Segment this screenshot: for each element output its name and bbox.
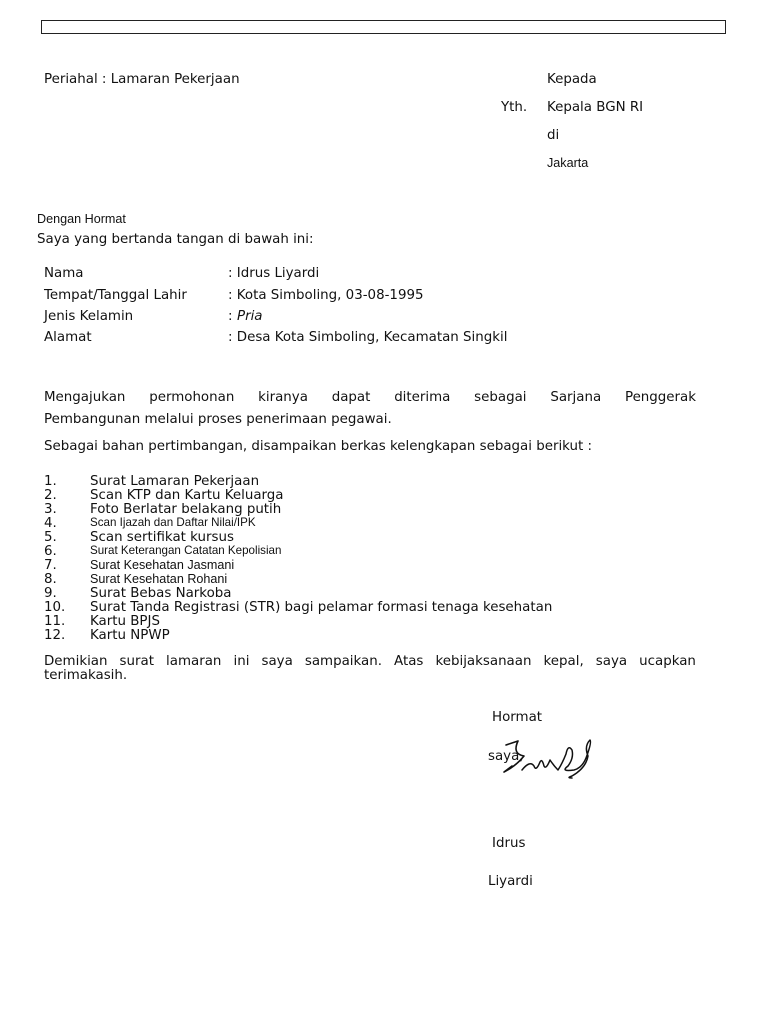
handwritten-signature [502,736,602,786]
closing-line2: terimakasih. [44,668,128,683]
list-text: Surat Bebas Narkoba [90,586,232,601]
word: ini [233,654,250,669]
recipient-yth: Yth. [501,100,528,115]
word: surat [119,654,154,669]
list-number: 9. [44,586,57,601]
list-number: 8. [44,572,57,587]
word: kebijaksanaan [435,654,532,669]
identity-label: Jenis Kelamin [44,309,134,324]
word: sebagai [474,390,527,405]
list-number: 5. [44,530,57,545]
word: Atas [394,654,424,669]
word: kiranya [258,390,308,405]
signature-saya: saya, [488,749,524,764]
list-text: Scan sertifikat kursus [90,530,234,545]
paragraph-request-line1 [44,390,696,405]
list-number: 6. [44,544,57,559]
list-number: 11. [44,614,66,629]
word: saya [595,654,628,669]
word: ucapkan [639,654,696,669]
list-text: Kartu BPJS [90,614,160,629]
recipient-di: di [547,128,560,143]
list-number: 7. [44,558,57,573]
list-text: Surat Tanda Registrasi (STR) bagi pelamar formasi tenaga kesehatan [90,600,553,615]
paragraph-attachments-intro: Sebagai bahan pertimbangan, disampaikan berkas kelengkapan sebagai berikut : [44,439,593,454]
word: diterima [394,390,451,405]
identity-value: : Desa Kota Simboling, Kecamatan Singkil [228,330,508,345]
identity-value: : Kota Simboling, 03-08-1995 [228,288,424,303]
list-text: Surat Keterangan Catatan Kepolisian [90,544,282,557]
identity-label: Tempat/Tanggal Lahir [44,288,187,303]
list-number: 1. [44,474,57,489]
list-number: 4. [44,516,57,531]
word: Mengajukan [44,390,126,405]
word: kepal, [543,654,584,669]
recipient-city: Jakarta [547,156,589,170]
recipient-name: Kepala BGN RI [547,100,644,115]
greeting: Dengan Hormat [37,212,126,226]
list-text: Scan Ijazah dan Daftar Nilai/IPK [90,516,256,529]
list-text: Kartu NPWP [90,628,170,643]
signature-name-first: Idrus [492,836,526,851]
subject-line: Periahal : Lamaran Pekerjaan [44,72,240,87]
list-number: 12. [44,628,66,643]
closing-line1 [44,654,696,669]
word: dapat [331,390,371,405]
word: Demikian [44,654,108,669]
signature-name-last: Liyardi [488,874,533,889]
word: sampaikan. [304,654,382,669]
identity-value: Pria [237,309,263,324]
word: permohonan [149,390,235,405]
signature-hormat: Hormat [492,710,543,725]
word: lamaran [166,654,222,669]
word: saya [261,654,293,669]
list-text: Surat Kesehatan Rohani [90,572,228,586]
word: Sarjana [550,390,602,405]
list-text: Surat Kesehatan Jasmani [90,558,235,572]
list-number: 3. [44,502,57,517]
identity-label: Nama [44,266,84,281]
paragraph-request-line2: Pembangunan melalui proses penerimaan pegawai. [44,412,392,427]
identity-colon: : [228,309,233,324]
header-box [41,20,726,34]
list-number: 2. [44,488,57,503]
recipient-to: Kepada [547,72,597,87]
identity-value: : Idrus Liyardi [228,266,320,281]
list-text: Foto Berlatar belakang putih [90,502,282,517]
identity-label: Alamat [44,330,92,345]
list-text: Scan KTP dan Kartu Keluarga [90,488,284,503]
list-number: 10. [44,600,66,615]
list-text: Surat Lamaran Pekerjaan [90,474,260,489]
intro-text: Saya yang bertanda tangan di bawah ini: [37,232,314,247]
word: Penggerak [624,390,696,405]
